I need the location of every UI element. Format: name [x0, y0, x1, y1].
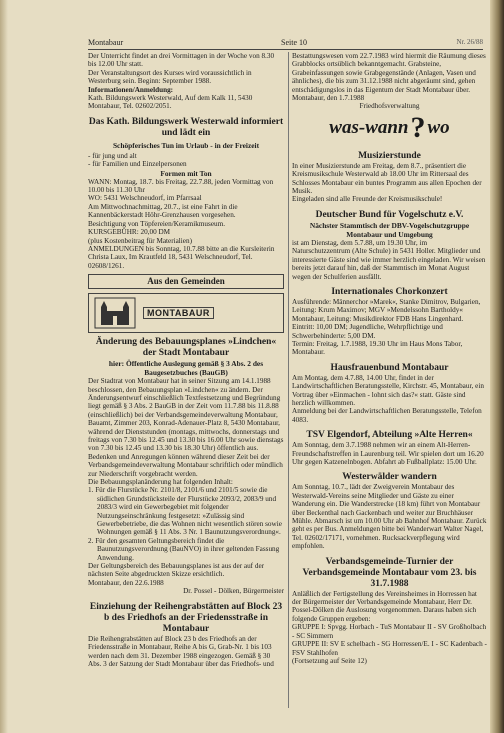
bp-title: Änderung des Bebauungsplanes »Lindchen« der Stadt Montabaur [95, 337, 277, 359]
bp-item-1: 1. Für die Flurstücke Nr. 2101/8, 2101/6 und 2101/5 sowie die südlichen Grundstücksteile der Flurstücke 2093/2, 2083/9 und 2083/3 wird ein Gewerbegebiet mit folgender Nutzungseinschränkung festgesetzt: »Zulässig sind Gewerbebetriebe, die das Wohnen nicht wesentlich stören sowie Wohnungen gemäß § 11 Abs. 3 Nr. 1 Baunutzungsverordnung«. [88, 486, 282, 537]
vg-group-2: GRUPPE II: SV E schelbach - SG Horressen/E. I - SC Kadenbach - FSV Stahlhofen [292, 640, 487, 657]
bp-date: Montabaur, den 22.6.1988 [88, 578, 164, 587]
tsv-title: TSV Elgendorf, Abteilung »Alte Herren« [306, 430, 473, 441]
course-intro-2: Der Veranstaltungsort des Kurses wird voraussichtlich in Westerburg sein. Beginn: September 1988. [88, 68, 252, 86]
bp-paragraph-4: Der Geltungsbereich des Bebauungsplanes ist aus der auf der nächsten Seite abgedruckten Skizze ersichtlich. [88, 562, 265, 579]
bw-line-2: - für Familien und Einzelpersonen [88, 160, 187, 169]
bw-besichtigung: Besichtigung von Töpfereien/Keramikmuseum. [88, 219, 225, 228]
friedhof-signature: Friedhofsverwaltung [359, 102, 420, 111]
vg-group-1: GRUPPE I: Spvgg. Horbach - TuS Montabaur II - SV Großholbach - SC Simmern [292, 623, 487, 640]
mt-text: In einer Musizierstunde am Freitag, dem 8.7., präsentiert die Kreismusikschule Westerwald ab 18.00 Uhr im Rittersaal des Schlosses Montabaur ein buntes Programm aus allen Epochen der Musik. [292, 161, 482, 196]
ic-eintritt: Eintritt: 10,00 DM; Jugendliche, Wehrpflichtige und Schwerbehinderte: 5,00 DM. [292, 323, 443, 340]
friedhof-date: Montabaur, den 1.7.1988 [292, 94, 365, 103]
mt-title: Musizierstunde [358, 150, 421, 161]
question-mark-icon: ? [410, 110, 426, 144]
hf-text: Am Montag, dem 4.7.88, 14.00 Uhr, findet in der Landwirtschaftlichen Beratungsstelle, Kirchstr. 45, Montabaur, ein Vortrag über »Einmachen - lohnt sich das?« statt. Gäste sind herzlich willkommen. [292, 373, 484, 407]
dbv-title: Deutscher Bund für Vogelschutz e.V. [315, 209, 464, 220]
bw-anmeldung: ANMELDUNGEN bis Sonntag, 10.7.88 bitte an die Kursleiterin Christa Laux, Im Krautfeld 18, 5431 Welschneudorf, Tel. 02608/1261. [88, 244, 275, 270]
dbv-subtitle: Nächster Stammtisch der DBV-Vogelschutzgruppe Montabaur und Umgebung [309, 220, 470, 239]
header-page-number: Seite 10 [281, 38, 307, 47]
header-issue: Nr. 26/88 [456, 38, 483, 46]
ic-text: Ausführende: Männerchor »Marek«, Stanke Dimitrov, Bulgarien, Leitung: Krum Maximov; MGV »Mendelssohn Bartholdy« Montabaur, Leitung: Musikdirektor FDB Hans Lingenhard. [292, 297, 481, 323]
dbv-text: ist am Dienstag, dem 5.7.88, um 19.30 Uhr, im Naturschutzzentrum (Alte Schule) in 5431 Holler. Mitglieder und interessierte Gäste sind wie immer herzlich eingeladen. Wir weisen bereits jetzt darauf hin, daß der Stammtisch im Monat August wegen der Schulferien ausfällt. [292, 238, 486, 281]
bp-paragraph-2: Bedenken und Anregungen können während dieser Zeit bei der Verbandsgemeindeverwaltung Montabaur schriftlich oder mündlich zur Niederschrift vorgebracht werden. [88, 452, 283, 478]
ic-title: Internationales Chorkonzert [331, 286, 448, 297]
vg-continued: (Fortsetzung auf Seite 12) [292, 656, 367, 665]
montabaur-logo [88, 293, 284, 333]
section-box-gemeinden: Aus den Gemeinden [88, 274, 284, 289]
bw-formen: Formen mit Ton [160, 168, 212, 178]
bp-paragraph-1: Der Stadtrat von Montabaur hat in seiner Sitzung am 14.1.1988 beschlossen, den Bebauungsplan »Lindchen« zu ändern. Der Änderungsentwurf einschließlich Textfestsetzung und Begründung liegt gemäß § 3 Abs. 2 BauGB in der Zeit vom 11.7.88 bis 11.8.88 (einschließlich) bei der Verbandsgemeindeverwaltung Montabaur, Bauamt, Zimmer 203, Konrad-Adenauer-Platz 8, 5430 Montabaur, während der Dienststunden (montags, mittwochs, donnerstags und freitags von 7.30 bis 12.45 und 13.30 bis 16.00 Uhr sowie dienstags von 7.30 bis 12.45 und 13.30 bis 18.30 Uhr) öffentlich aus. [88, 377, 284, 453]
info-title: Informationen/Anmeldung: [88, 85, 174, 94]
logo-text: MONTABAUR [143, 307, 214, 319]
bw-title: Das Kath. Bildungswerk Westerwald informiert und lädt ein [88, 116, 284, 138]
was-wann-wo-banner [292, 111, 487, 145]
header-rule [88, 49, 483, 50]
bw-kosten: (plus Kostenbeitrag für Materialien) [88, 236, 192, 245]
friedhof-text: Bestattungswesen vom 22.7.1983 wird hiermit die Räumung dieses Grabblocks ortsüblich bekanntgemacht. Grabsteine, Grabeinfassungen sowie Grabgegenstände (Anlagen, Vasen und ähnliches), die bis zum 31.12.1988 nicht abgeräumt sind, gehen entschädigungslos in das Eigentum der Stadt Montabaur über. [292, 52, 486, 94]
bp-item-2: 2. Für den gesamten Geltungsbereich findet die Baunutzungsverordnung (BauNVO) in ihrer geltenden Fassung Anwendung. [88, 536, 280, 562]
re-title: Einziehung der Reihengrabstätten auf Block 23 b des Friedhofs an der Friedensstraße in Montabaur [89, 601, 283, 634]
bw-line-1: - für jung und alt [88, 151, 137, 160]
bw-wann: WANN: Montag, 18.7. bis Freitag, 22.7.88, jeden Vormittag von 10.00 bis 11.30 Uhr [88, 177, 274, 195]
ww-text: Am Sonntag, 10.7., lädt der Zweigverein Montabaur des Westerwald-Vereins seine Mitglieder und Gäste zu einer Wanderung ein. Die Wanderstrecke (18 km) führt von Montabaur über Beckenthal nach Gackenbach und weiter zur Bruchhäuser Mühle. Abmarsch ist um 10.00 Uhr ab Bahnhof Montabaur. Zurück geht es per Bus. Anmeldungen bitte bei Wanderwart Walter Nagel, Tel. 02602/17171, vornehmen. Rucksackverpflegung wird empfohlen. [292, 483, 487, 551]
bw-wo: WO: 5431 Welschneudorf, im Pfarrsaal [88, 194, 202, 203]
left-column [88, 52, 284, 668]
ww-title: Westerwälder wandern [342, 472, 437, 483]
banner-wo: wo [427, 116, 450, 138]
bp-subtitle: hier: Öffentliche Auslegung gemäß § 3 Abs. 2 des Baugesetzbuches (BauGB) [108, 359, 264, 378]
hf-title: Hausfrauenbund Montabaur [330, 362, 449, 373]
hf-anmeldung: Anmeldung bei der Landwirtschaftlichen Beratungsstelle, Telefon 4083. [292, 407, 482, 424]
column-divider [288, 52, 289, 708]
ic-termin: Termin: Freitag, 1.7.1988, 19.30 Uhr im Haus Mons Tabor, Montabaur. [292, 339, 463, 357]
tsv-text: Am Sonntag, dem 3.7.1988 nehmen wir an einem Alt-Herren-Freundschaftstreffen in Laurenburg teil. Wir spielen dort um 16.20 Uhr gegen Katzenelnbogen. Abfahrt ab Fußballplatz: 15.00 Uhr. [292, 441, 484, 466]
right-column [292, 52, 487, 665]
mt-invite: Eingeladen sind alle Freunde der Kreismusikschule! [292, 195, 443, 204]
bp-signature: Dr. Possel - Dölken, Bürgermeister [183, 587, 284, 596]
castle-icon [93, 297, 137, 329]
bp-paragraph-3: Die Bebauungsplanänderung hat folgenden Inhalt: [88, 478, 233, 486]
page-edge-shadow [490, 0, 504, 733]
bw-kursgebuehr: KURSGEBÜHR: 20,00 DM [88, 228, 171, 237]
bw-subtitle: Schöpferisches Tun im Urlaub - in der Freizeit [112, 140, 260, 150]
header-town: Montabaur [88, 38, 124, 47]
info-text: Kath. Bildungswerk Westerwald, Auf dem Kalk 11, 5430 Montabaur, Tel. 02602/2051. [88, 94, 253, 111]
vg-text: Anläßlich der Fertigstellung des Vereinsheimes in Horressen hat der Bürgermeister der Verbandsgemeinde Montabaur, Herr Dr. Possel-Dölken die Auslosung vorgenommen. Daraus haben sich folgende Gruppen ergeben: [292, 589, 477, 623]
banner-was-wann: was-wann [329, 116, 409, 138]
course-intro-1: Der Unterricht findet an drei Vormittagen in der Woche von 8.30 bis 12.00 Uhr statt. [88, 52, 275, 69]
bw-mittwoch: Am Mittwochnachmittag, 20.7., ist eine Fahrt in die Kannenbäckerstadt Höhr-Grenzhausen vorgesehen. [88, 202, 238, 220]
page-binding [0, 0, 8, 733]
re-text: Die Reihengrabstätten auf Block 23 b des Friedhofs an der Friedensstraße in Montabaur, Reihe A bis G, Grab-Nr. 1 bis 103 werden nach dem 31. Dezember 1988 eingezogen. Gemäß § 30 Abs. 3 der Satzung der Stadt Montabaur über das Friedhofs- und [88, 634, 274, 668]
vg-title: Verbandsgemeinde-Turnier der Verbandsgemeinde Montabaur vom 23. bis 31.7.1988 [302, 556, 477, 589]
